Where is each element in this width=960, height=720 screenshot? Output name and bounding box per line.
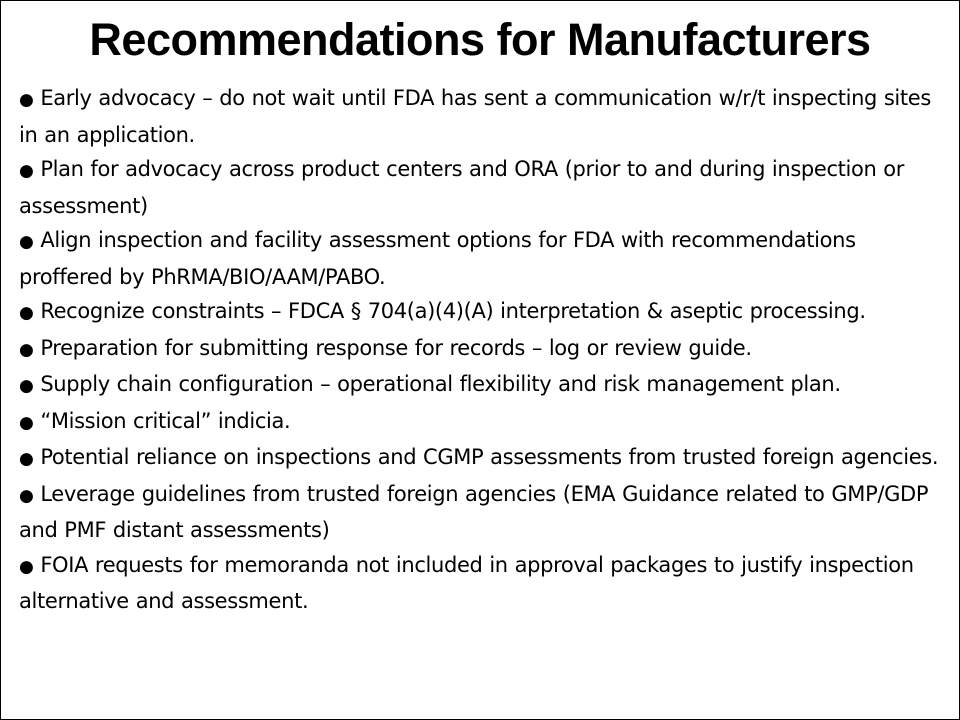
- bullet-dot-icon: ●: [19, 412, 34, 433]
- bullet-item: [19, 477, 949, 548]
- bullet-dot-icon: ●: [19, 232, 34, 252]
- bullet-text: Plan for advocacy across product centers and ORA (prior to and during inspection or assessment): [19, 157, 905, 218]
- bullet-item: [19, 152, 949, 223]
- bullet-dot-icon: ●: [19, 556, 34, 577]
- bullet-dot-icon: ●: [19, 90, 34, 110]
- bullet-text: FOIA requests for memoranda not included in approval packages to justify inspection alternative and assessment.: [19, 552, 914, 613]
- bullet-text: Recognize constraints – FDCA § 704(a)(4)(A) interpretation & aseptic processing.: [40, 299, 866, 323]
- bullet-dot-icon: ●: [19, 376, 34, 396]
- bullet-list: [19, 81, 949, 619]
- bullet-item: [19, 404, 949, 441]
- bullet-text: “Mission critical” indicia.: [40, 408, 291, 433]
- bullet-text: Early advocacy – do not wait until FDA has sent a communication w/r/t inspecting sites in an application.: [19, 86, 931, 147]
- bullet-dot-icon: ●: [19, 449, 34, 469]
- bullet-item: [19, 81, 949, 152]
- bullet-text: Supply chain configuration – operational flexibility and risk management plan.: [40, 372, 841, 396]
- bullet-dot-icon: ●: [19, 339, 34, 360]
- bullet-item: [19, 548, 949, 619]
- bullet-dot-icon: ●: [19, 485, 34, 506]
- bullet-item: [19, 294, 949, 331]
- bullet-item: [19, 331, 949, 368]
- bullet-text: Align inspection and facility assessment options for FDA with recommendations proffered by PhRMA/BIO/AAM/PABO.: [19, 228, 856, 289]
- bullet-text: Leverage guidelines from trusted foreign agencies (EMA Guidance related to GMP/GDP and PMF distant assessments): [19, 481, 929, 542]
- bullet-item: [19, 367, 949, 404]
- bullet-dot-icon: ●: [19, 161, 34, 181]
- bullet-item: [19, 440, 949, 477]
- bullet-text: Preparation for submitting response for records – log or review guide.: [40, 335, 752, 360]
- bullet-text: Potential reliance on inspections and CGMP assessments from trusted foreign agencies.: [40, 445, 939, 469]
- slide-title: Recommendations for Manufacturers: [89, 14, 871, 65]
- bullet-item: [19, 223, 949, 294]
- bullet-dot-icon: ●: [19, 303, 34, 323]
